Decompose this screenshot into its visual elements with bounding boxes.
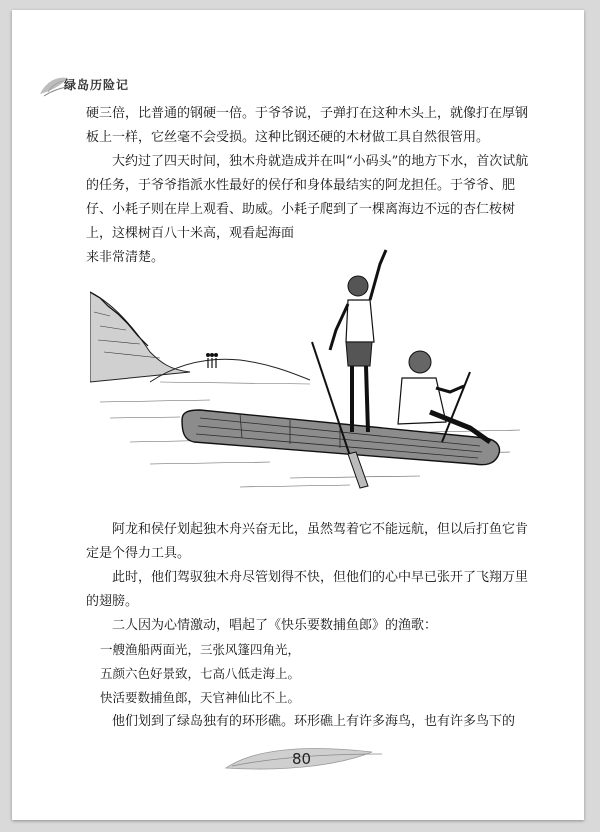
- bottom-text-block: [86, 518, 536, 734]
- poem-line: 一艘渔船两面光，三张风篷四角光，: [100, 642, 301, 657]
- paragraph: 大约过了四天时间，独木舟就造成并在叫“小码头”的地方下水，首次试航的任务，于爷爷指派水性最好的侯仔和身体最结实的阿龙担任。于爷爷、肥仔、小耗子则在岸上观看、助威。小耗子爬到了一棵离海边不远的杏仁桉树上，这棵树百八十米高，观看起海面: [86, 154, 529, 241]
- poem-line: 快活要数捕鱼郎，天官神仙比不上。: [100, 690, 301, 705]
- paragraph: 硬三倍，比普通的钢硬一倍。于爷爷说，子弹打在这种木头上，就像打在厚钢板上一样，它丝毫不会受损。这种比钢还硬的木材做工具自然很管用。: [86, 106, 529, 145]
- paragraph: 来非常清楚。: [86, 250, 165, 265]
- paragraph: 二人因为心情激动，唱起了《快乐要数捕鱼郎》的渔歌：: [112, 618, 438, 633]
- poem-line: 五颜六色好景致，七高八低走海上。: [100, 666, 301, 681]
- canoe-illustration: [90, 242, 530, 504]
- paragraph: 阿龙和侯仔划起独木舟兴奋无比，虽然驾着它不能远航，但以后打鱼它肯定是个得力工具。: [86, 522, 529, 561]
- paragraph: 他们划到了绿岛独有的环形礁。环形礁上有许多海鸟，也有许多鸟下的: [112, 714, 516, 729]
- paragraph: 此时，他们驾驭独木舟尽管划得不快，但他们的心中早已张开了飞翔万里的翅膀。: [86, 570, 529, 609]
- running-header: [38, 72, 198, 100]
- page-footer: [222, 738, 392, 778]
- page-number: 80: [292, 750, 312, 768]
- book-title: 绿岛历险记: [64, 78, 130, 92]
- book-page: [12, 10, 584, 820]
